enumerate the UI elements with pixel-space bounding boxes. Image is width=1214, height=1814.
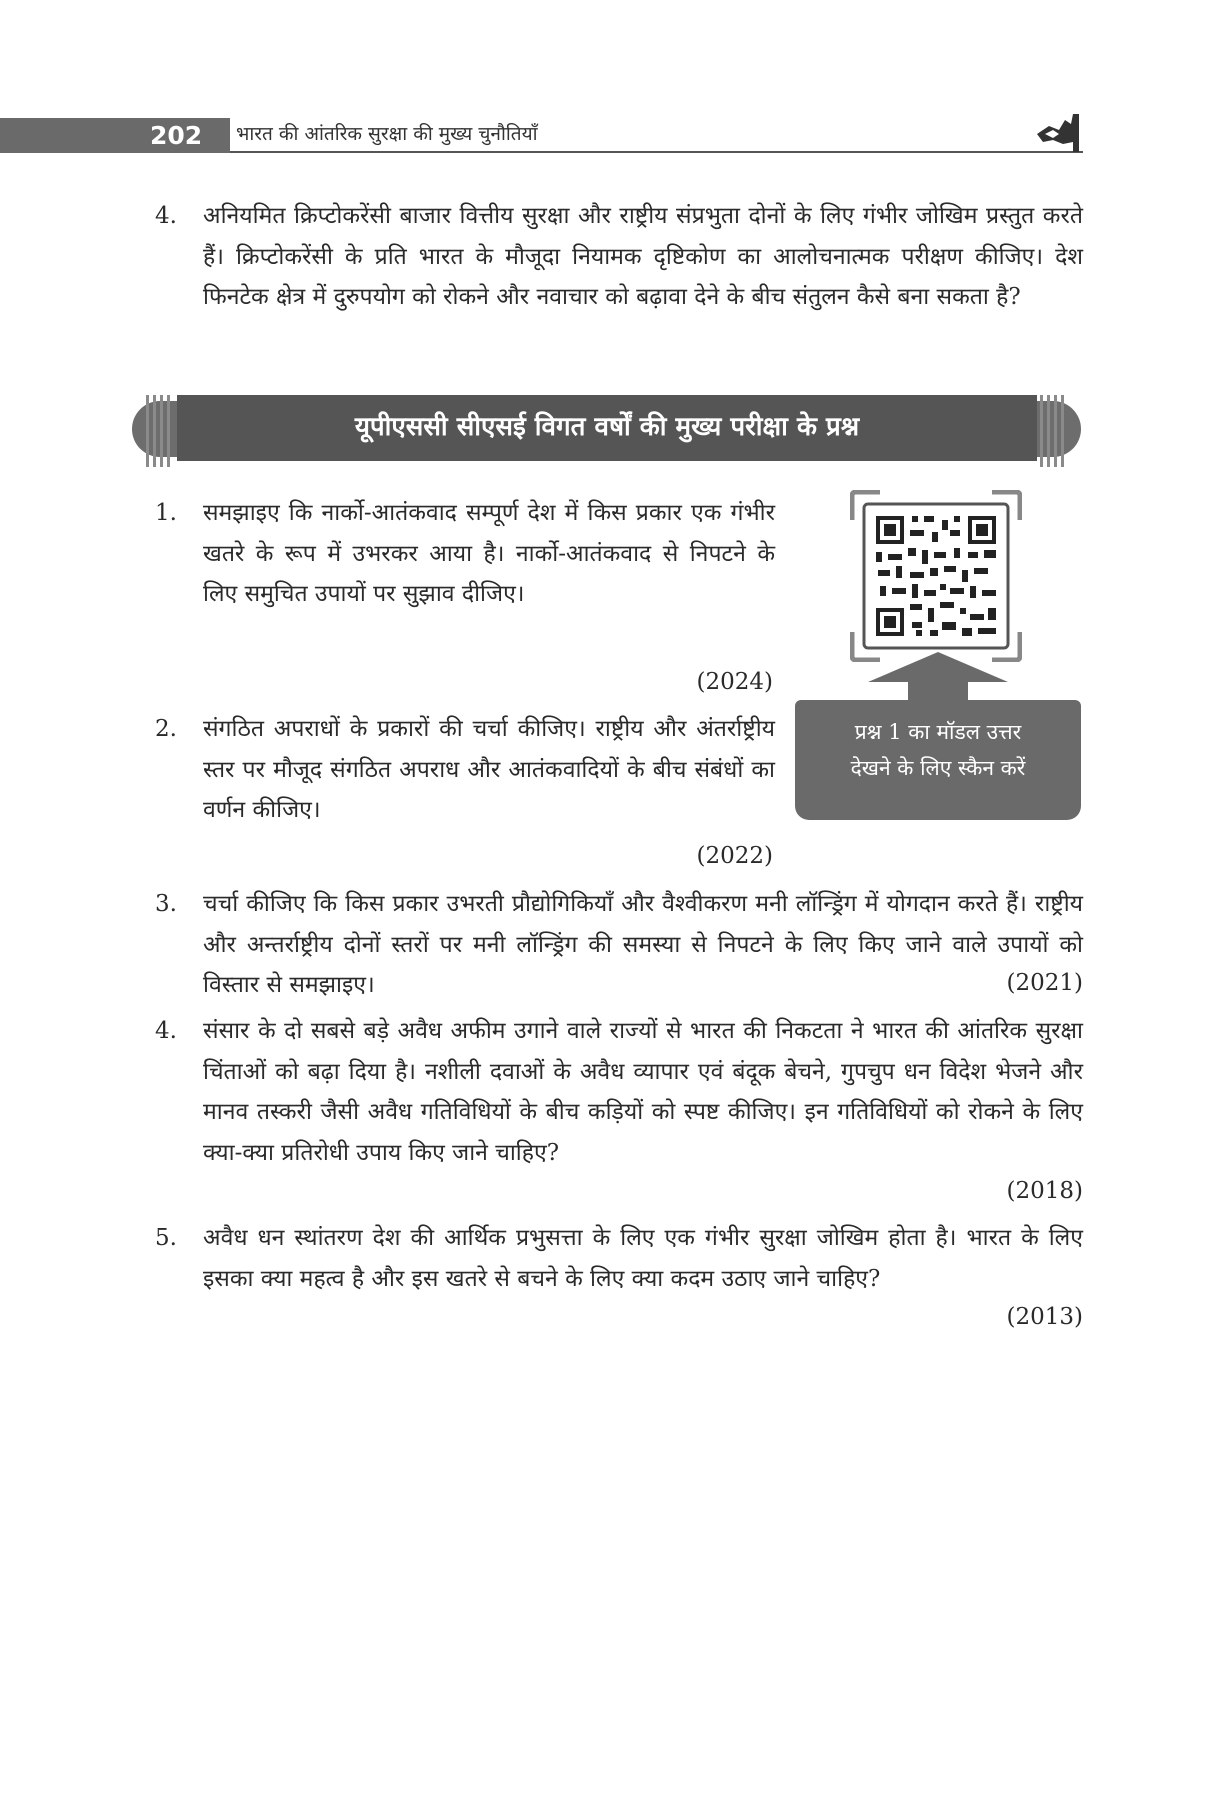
publisher-logo-icon xyxy=(1035,112,1085,154)
question-item xyxy=(155,884,1083,1006)
qr-caption-line2: देखने के लिए स्कैन करें xyxy=(850,756,1026,780)
banner-right-bars xyxy=(1040,395,1066,467)
question-year: (2022) xyxy=(696,843,773,869)
question-text: चर्चा कीजिए कि किस प्रकार उभरती प्रौद्योगिकियाँ और वैश्वीकरण मनी लॉन्ड्रिंग में योगदान करते हैं। राष्ट्रीय और अन्तर्राष्ट्रीय दोनों स्तरों पर मनी लॉन्ड्रिंग की समस्या से निपटने के लिए किए जाने वाले उपायों को विस्तार से समझाइए। xyxy=(203,891,1083,998)
question-number: 5. xyxy=(155,1225,177,1251)
question-text: अवैध धन स्थांतरण देश की आर्थिक प्रभुसत्ता के लिए एक गंभीर सुरक्षा जोखिम होता है। भारत के लिए इसका क्या महत्व है और इस खतरे से बचने के लिए क्या कदम उठाए जाने चाहिए? xyxy=(203,1225,1083,1292)
qr-caption-text xyxy=(795,714,1081,786)
banner-title: यूपीएससी सीएसई विगत वर्षों की मुख्य परीक्षा के प्रश्न xyxy=(354,412,860,442)
question-text: संगठित अपराधों के प्रकारों की चर्चा कीजिए। राष्ट्रीय और अंतर्राष्ट्रीय स्तर पर मौजूद संगठित अपराध और आतंकवादियों के बीच संबंधों का वर्णन कीजिए। xyxy=(203,716,775,823)
question-item xyxy=(155,493,775,615)
question-year: (2021) xyxy=(1006,970,1083,996)
qr-caption-box xyxy=(795,700,1081,820)
arrow-up-icon xyxy=(868,650,1008,702)
question-number: 4. xyxy=(155,1018,177,1044)
page-number: 202 xyxy=(150,121,203,150)
question-text: समझाइए कि नार्को-आतंकवाद सम्पूर्ण देश में किस प्रकार एक गंभीर खतरे के रूप में उभरकर आया है। नार्को-आतंकवाद से निपटने के लिए समुचित उपायों पर सुझाव दीजिए। xyxy=(203,500,775,607)
intro-question xyxy=(155,196,1083,318)
question-number: 3. xyxy=(155,891,177,917)
chapter-title: भारत की आंतरिक सुरक्षा की मुख्य चुनौतियाँ xyxy=(236,123,538,145)
qr-code[interactable] xyxy=(850,490,1022,662)
question-number: 1. xyxy=(155,500,177,526)
question-year: (2013) xyxy=(1006,1304,1083,1330)
question-item xyxy=(155,1011,1083,1173)
header-rule xyxy=(230,151,1083,153)
question-item xyxy=(155,709,775,831)
question-year: (2018) xyxy=(1006,1178,1083,1204)
question-text: अनियमित क्रिप्टोकरेंसी बाजार वित्तीय सुरक्षा और राष्ट्रीय संप्रभुता दोनों के लिए गंभीर जोखिम प्रस्तुत करते हैं। क्रिप्टोकरेंसी के प्रति भारत के मौजूदा नियामक दृष्टिकोण का आलोचनात्मक परीक्षण कीजिए। देश फिनटेक क्षेत्र में दुरुपयोग को रोकने और नवाचार को बढ़ावा देने के बीच संतुलन कैसे बना सकता है? xyxy=(203,203,1083,310)
question-number: 2. xyxy=(155,716,177,742)
question-year: (2024) xyxy=(696,669,773,695)
banner-left-bars xyxy=(146,395,172,467)
section-banner xyxy=(132,395,1081,461)
question-text: संसार के दो सबसे बड़े अवैध अफीम उगाने वाले राज्यों से भारत की निकटता ने भारत की आंतरिक सुरक्षा चिंताओं को बढ़ा दिया है। नशीली दवाओं के अवैध व्यापार एवं बंदूक बेचने, गुपचुप धन विदेश भेजने और मानव तस्करी जैसी अवैध गतिविधियों के बीच कड़ियों को स्पष्ट कीजिए। इन गतिविधियों को रोकने के लिए क्या-क्या प्रतिरोधी उपाय किए जाने चाहिए? xyxy=(203,1018,1083,1166)
question-item xyxy=(155,1218,1083,1299)
question-number: 4. xyxy=(155,203,177,229)
qr-caption-line1: प्रश्न 1 का मॉडल उत्तर xyxy=(854,720,1022,744)
